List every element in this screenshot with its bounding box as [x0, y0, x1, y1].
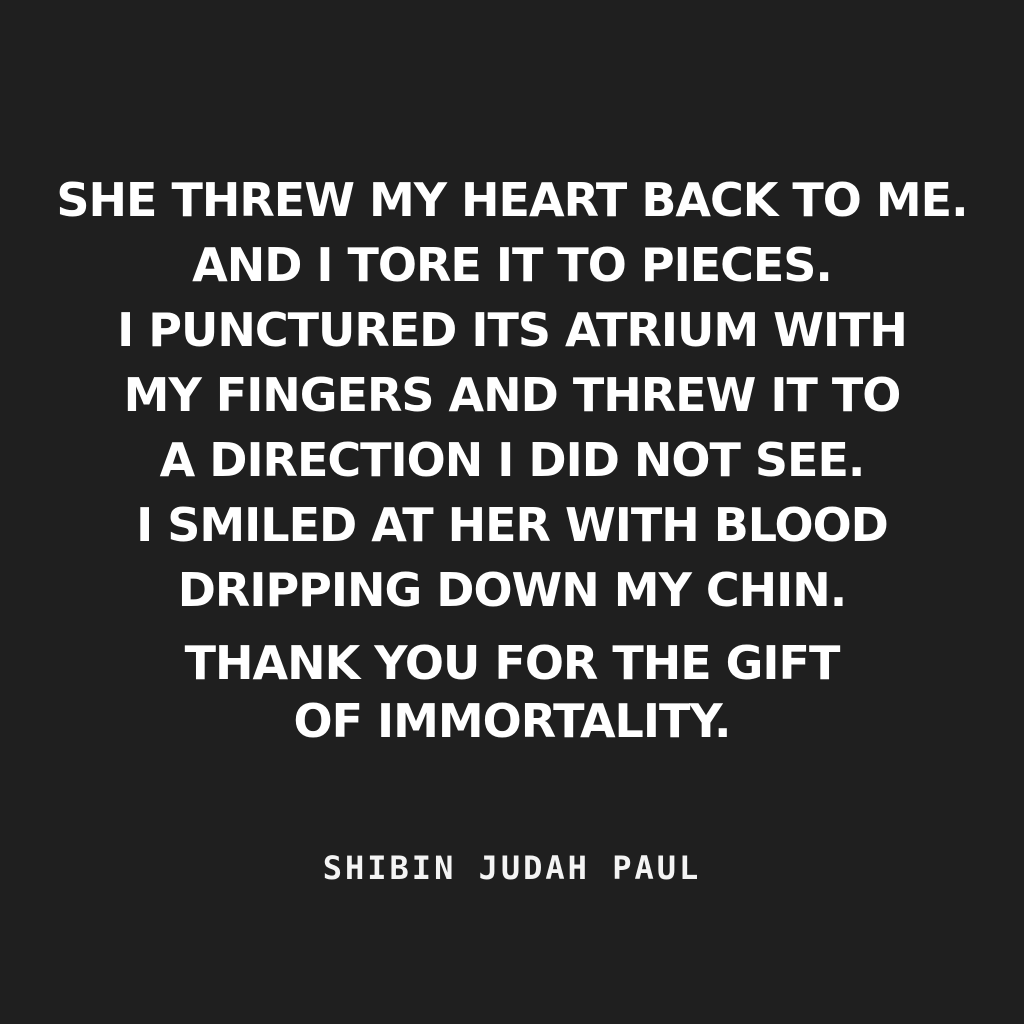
poem-body	[0, 168, 1024, 623]
closing-line: THANK YOU FOR THE GIFT	[184, 636, 840, 690]
poem-line: A DIRECTION I DID NOT SEE.	[159, 433, 865, 487]
poem-line: AND I TORE IT TO PIECES.	[192, 238, 832, 292]
poem-line: SHE THREW MY HEART BACK TO ME.	[56, 173, 968, 227]
poem-line: DRIPPING DOWN MY CHIN.	[177, 563, 847, 617]
author-signature: SHIBIN JUDAH PAUL	[322, 849, 702, 887]
poem-line: I SMILED AT HER WITH BLOOD	[136, 498, 888, 552]
closing-line: OF IMMORTALITY.	[293, 694, 731, 748]
poem-line: MY FINGERS AND THREW IT TO	[123, 368, 901, 422]
poem-closing	[0, 634, 1024, 750]
poem-line: I PUNCTURED ITS ATRIUM WITH	[117, 303, 907, 357]
